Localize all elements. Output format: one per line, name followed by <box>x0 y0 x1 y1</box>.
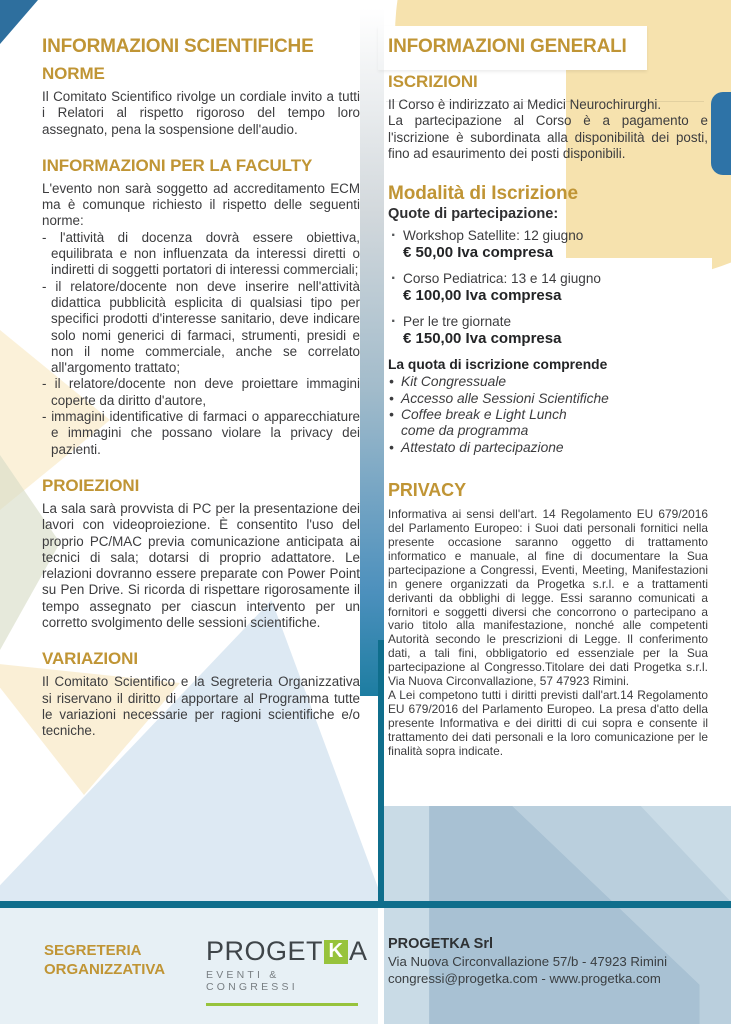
includes-item: • Kit Congressuale <box>388 374 708 390</box>
variazioni-body: Il Comitato Scientifico e la Segreteria Organizzativa si riservano il diritto di apportare al Programma tutte le variazioni necessarie per ragioni scientifiche e/o tecniche. <box>42 674 360 739</box>
heading-faculty: INFORMAZIONI PER LA FACULTY <box>42 155 313 175</box>
logo-wordmark <box>206 936 376 967</box>
progetka-logo <box>206 936 376 1006</box>
faculty-rule-item: - il relatore/docente non deve proiettare immagini coperte da diritto d'autore, <box>42 376 360 409</box>
quote-label: · Per le tre giornate <box>403 314 512 330</box>
footer-horizontal-line <box>0 901 731 908</box>
quote-item <box>388 228 708 262</box>
quote-item <box>388 314 708 348</box>
quote-price: € 50,00 Iva compresa <box>403 244 554 262</box>
logo-text-part2: A <box>349 936 368 966</box>
faculty-rule-item: - il relatore/docente non deve inserire nell'attività didattica pubblicità esplicita di qualsiasi tipo per specifici prodotti d'interesse sanitario, deve indicare solo nomi generici di farmaci, strumenti, presidi e non il nome commerciale, anche se correlato all'argomento trattato; <box>42 279 360 377</box>
logo-green-rule <box>206 1003 358 1006</box>
heading-privacy: PRIVACY <box>388 480 466 501</box>
includes-heading: La quota di iscrizione comprende <box>388 357 608 373</box>
divider-vertical-line <box>378 640 384 901</box>
faculty-rule-item: - immagini identificative di farmaci o apparecchiature e immagini che possano violare la privacy dei pazienti. <box>42 409 360 458</box>
includes-item-continuation: come da programma <box>401 423 529 439</box>
logo-text-part1: PROGET <box>206 936 324 966</box>
privacy-paragraph-2: A Lei competono tutti i diritti previsti dall'art.14 Regolamento EU 679/2016 del Parlamento Europeo. La presa d'atto della presente Informativa e dei diritti di cui sopra e consente il trattamento dei dati personali e la loro comunicazione per le finalità sopra indicate. <box>388 688 708 758</box>
quote-item <box>388 271 708 305</box>
column-generali <box>388 36 708 759</box>
quote-subheading: Quote di partecipazione: <box>388 206 559 223</box>
includes-item: • Accesso alle Sessioni Scientifiche <box>388 391 708 407</box>
proiezioni-body: La sala sarà provvista di PC per la presentazione dei lavori con videoproiezione. È consentito l'uso del proprio PC/MAC previa comunicazione anticipata ai tecnici di sala; dotarsi di proprio adattatore. Le relazioni dovranno essere preparate con Power Point su Pen Drive. Si ricorda di rispettare rigorosamente il tempo assegnato per ciascun intervento per un corretto svolgimento delle sessioni scientifiche. <box>42 500 360 631</box>
includes-item: • Coffee break e Light Lunch <box>388 407 708 423</box>
quote-price: € 100,00 Iva compresa <box>403 287 562 305</box>
left-column-title: INFORMAZIONI SCIENTIFICHE <box>42 36 314 57</box>
corner-triangle-decoration <box>0 0 38 44</box>
faculty-rule-item: - l'attività di docenza dovrà essere obiettiva, equilibrata e non influenzata da interessi diretti o indiretti di soggetti portatori di interessi commerciali; <box>42 230 360 279</box>
company-contacts <box>388 971 718 988</box>
contacts-separator: - <box>537 970 550 986</box>
segreteria-label: SEGRETERIA ORGANIZZATIVA <box>44 942 166 978</box>
faculty-intro: L'evento non sarà soggetto ad accreditamento ECM ma è comunque richiesto il rispetto delle seguenti norme: <box>42 180 360 229</box>
heading-iscrizioni: ISCRIZIONI <box>388 72 478 91</box>
footer-company-info <box>388 936 718 987</box>
logo-subtitle: EVENTI & CONGRESSI <box>206 969 298 993</box>
heading-norme: NORME <box>42 64 105 83</box>
column-divider-gradient <box>360 8 384 696</box>
iscrizioni-line1: Il Corso è indirizzato ai Medici Neurochirurghi. <box>388 97 662 112</box>
privacy-paragraph-1: Informativa ai sensi dell'art. 14 Regolamento EU 679/2016 del Parlamento Europeo: i Suoi dati personali fornitici nella presente occasione saranno oggetto di trattamento informatico e manuale, al fine di documentare la Sua partecipazione a Congressi, Eventi, Meeting, Manifestazioni in genere organizzati da Progetka s.r.l. e a trattamenti derivanti da obblighi di legge. Essi saranno comunicati a fornitori e soggetti diversi che concorrono o partecipano a vario titolo alla manifestazione, nonché alle competenti Autorità secondo le prescrizioni di Legge. Il conferimento dati, a tali fini, obbligatorio ed essenziale per la Sua partecipazione al Congresso.Titolare dei dati Progetka s.r.l. Via Nuova Circonvallazione, 57 47923 Rimini. <box>388 507 708 689</box>
includes-item: • Attestato di partecipazione <box>388 440 708 456</box>
right-column-title: INFORMAZIONI GENERALI <box>388 36 627 57</box>
iscrizioni-body: La partecipazione al Corso è a pagamento e l'iscrizione è subordinata alla disponibilità dei posti, fino ad esaurimento dei posti disponibili. <box>388 113 708 161</box>
right-edge-tab-decoration <box>711 92 731 175</box>
heading-proiezioni: PROIEZIONI <box>42 475 140 495</box>
heading-modalita: Modalità di Iscrizione <box>388 183 578 205</box>
quote-label: · Corso Pediatrica: 13 e 14 giugno <box>403 271 601 287</box>
heading-variazioni: VARIAZIONI <box>42 649 138 669</box>
company-name: PROGETKA Srl <box>388 936 494 952</box>
company-website[interactable]: www.progetka.com <box>549 970 661 986</box>
company-email[interactable]: congressi@progetka.com <box>388 970 538 986</box>
norme-body: Il Comitato Scientifico rivolge un cordiale invito a tutti i Relatori al rispetto rigoroso del tempo loro assegnato, pena la sospensione dell'audio. <box>42 89 360 137</box>
logo-k-badge: K <box>324 940 348 964</box>
column-scientifiche <box>42 36 360 744</box>
company-address: Via Nuova Circonvallazione 57/b - 47923 Rimini <box>388 954 668 969</box>
quote-price: € 150,00 Iva compresa <box>403 330 562 348</box>
quote-label: · Workshop Satellite: 12 giugno <box>403 228 584 244</box>
